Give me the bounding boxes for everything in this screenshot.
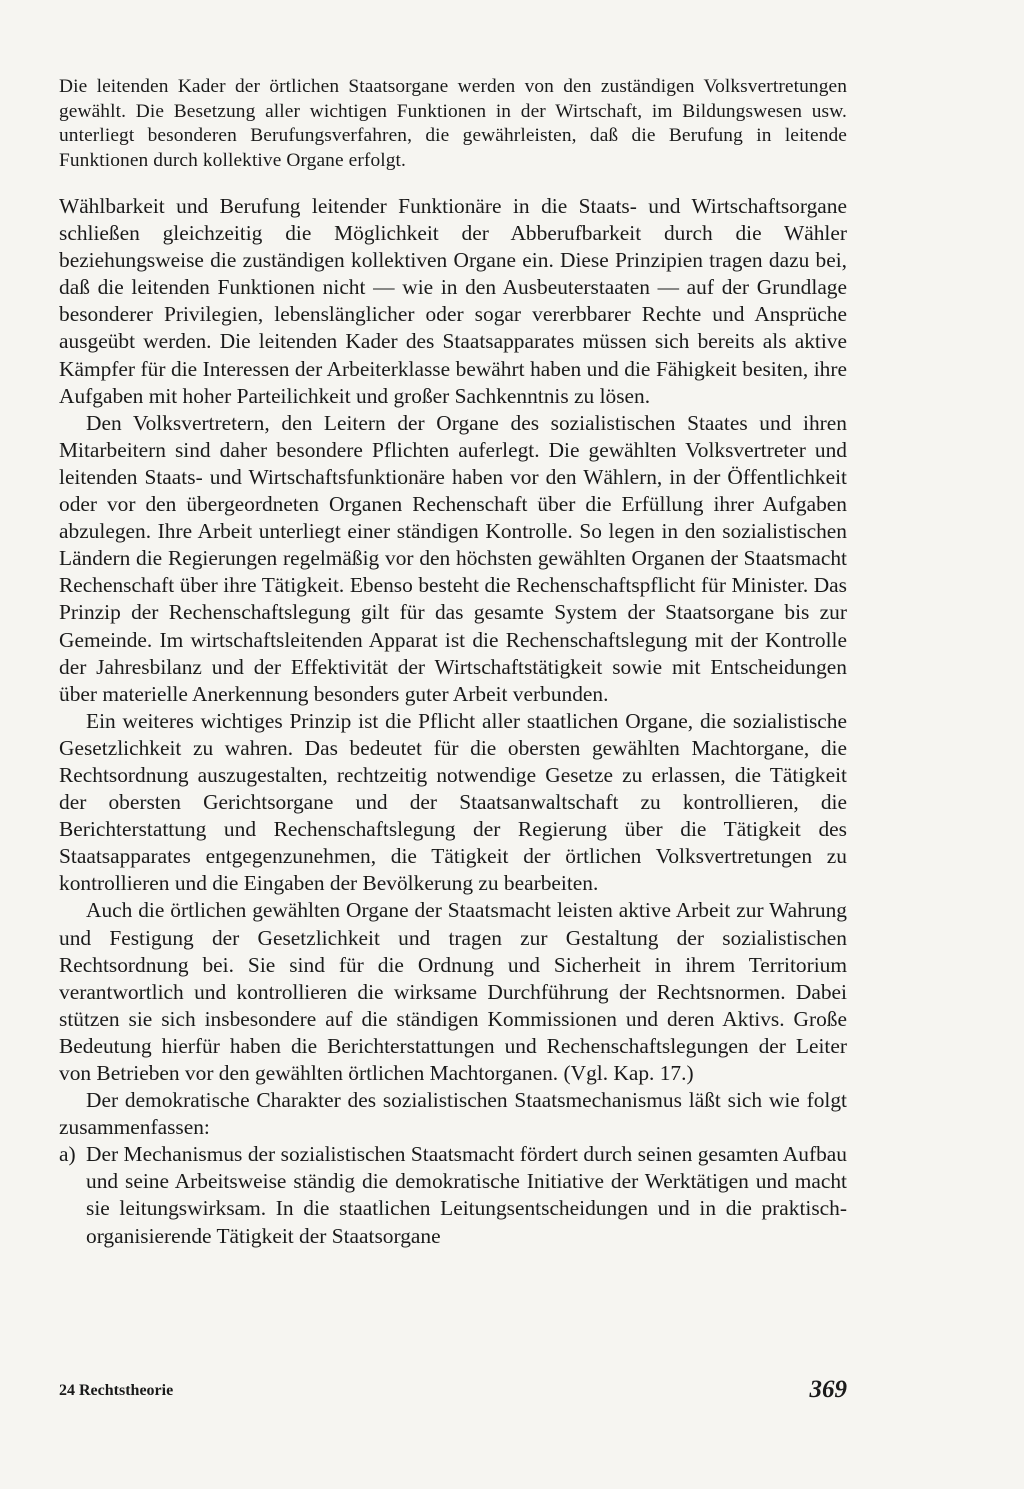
signature-mark: 24 Rechtstheorie [59, 1382, 174, 1399]
page-footer [59, 1376, 847, 1416]
paragraph-legality: Ein weiteres wichtiges Prinzip ist die Pflicht aller staatlichen Organe, die sozialistische Gesetzlichkeit zu wahren. Das bedeutet für die obersten gewählten Machtorgane, die Rechtsordnung auszugestalten, rechtzeitig notwendige Gesetze zu erlassen, die Tätigkeit der obersten Gerichtsorgane und der Staatsanwaltschaft zu kontrollieren, die Berichterstattung und Rechenschaftslegung der Regierung über die Tätigkeit des Staatsapparates entgegenzunehmen, die Tätigkeit der örtlichen Volksvertretungen zu kontrollieren und die Eingaben der Bevölkerung zu bearbeiten. [59, 708, 847, 896]
paragraph-accountability: Den Volksvertretern, den Leitern der Organe des sozialistischen Staates und ihren Mitarbeitern sind daher besondere Pflichten auferlegt. Die gewählten Volksvertreter und leitenden Staats- und Wirtschaftsfunktionäre haben vor den Wählern, in der Öffentlichkeit oder vor den übergeordneten Organen Rechenschaft über die Erfüllung ihrer Aufgaben abzulegen. Ihre Arbeit unterliegt einer ständigen Kontrolle. So legen in den sozialistischen Ländern die Regierungen regelmäßig vor den höchsten gewählten Organen der Staatsmacht Rechenschaft über ihre Tätigkeit. Ebenso besteht die Rechenschaftspflicht für Minister. Das Prinzip der Rechenschaftslegung gilt für das gesamte System der Staatsorgane bis zur Gemeinde. Im wirtschaftsleitenden Apparat ist die Rechenschaftslegung mit der Kontrolle der Jahresbilanz und der Effektivität der Wirtschaftstätigkeit sowie mit Entscheidungen über materielle Anerkennung besonders guter Arbeit verbunden. [59, 410, 847, 706]
paragraph-local-organs: Auch die örtlichen gewählten Organe der Staatsmacht leisten aktive Arbeit zur Wahrung und Festigung der Gesetzlichkeit und tragen zur Gestaltung der sozialistischen Rechtsordnung bei. Sie sind für die Ordnung und Sicherheit in ihrem Territorium verantwortlich und kontrollieren die wirksame Durchführung der Rechtsnormen. Dabei stützen sie sich insbesondere auf die ständigen Kommissionen und deren Aktivs. Große Bedeutung hierfür haben die Berichterstattungen und Rechenschaftslegungen der Leiter von Betrieben vor den gewählten örtlichen Machtorganen. (Vgl. Kap. 17.) [59, 898, 847, 1085]
list-item [59, 1141, 847, 1249]
paragraph-eligibility: Wählbarkeit und Berufung leitender Funktionäre in die Staats- und Wirtschaftsorgane schließen gleichzeitig die Möglichkeit der Abberufbarkeit durch die Wähler beziehungsweise die zuständigen kollektiven Organe ein. Diese Prinzipien tragen dazu bei, daß die leitenden Funktionen nicht — wie in den Ausbeuterstaaten — auf der Grundlage besonderer Privilegien, lebenslänglicher oder sogar vererbbarer Rechte und Ansprüche ausgeübt werden. Die leitenden Kader des Staatsapparates müssen sich bereits als aktive Kämpfer für die Interessen der Arbeiterklasse bewährt haben und die Fähigkeit besiten, ihre Aufgaben mit hoher Parteilichkeit und großer Sachkenntnis zu lösen. [59, 194, 847, 408]
body-text [59, 193, 847, 1250]
list-item-text: Der Mechanismus der sozialistischen Staatsmacht fördert durch seinen gesamten Aufbau und seine Arbeitsweise ständig die demokratische Initiative der Werktätigen und macht sie leitungswirksam. In die staatlichen Leitungsentscheidungen und in die praktisch-organisierende Tätigkeit der Staatsorgane [86, 1142, 847, 1248]
list-marker: a) [59, 1142, 76, 1167]
paragraph-summary-intro: Der demokratische Charakter des sozialistischen Staatsmechanismus läßt sich wie folgt zusammenfassen: [59, 1088, 847, 1140]
page-content [59, 75, 847, 1250]
page-number: 369 [809, 1376, 847, 1403]
intro-paragraph: Die leitenden Kader der örtlichen Staatsorgane werden von den zuständigen Volksvertretungen gewählt. Die Besetzung aller wichtigen Funktionen in der Wirtschaft, im Bildungswesen usw. unterliegt besonderen Berufungsverfahren, die gewährleisten, daß die Berufung in leitende Funktionen durch kollektive Organe erfolgt. [59, 76, 847, 171]
